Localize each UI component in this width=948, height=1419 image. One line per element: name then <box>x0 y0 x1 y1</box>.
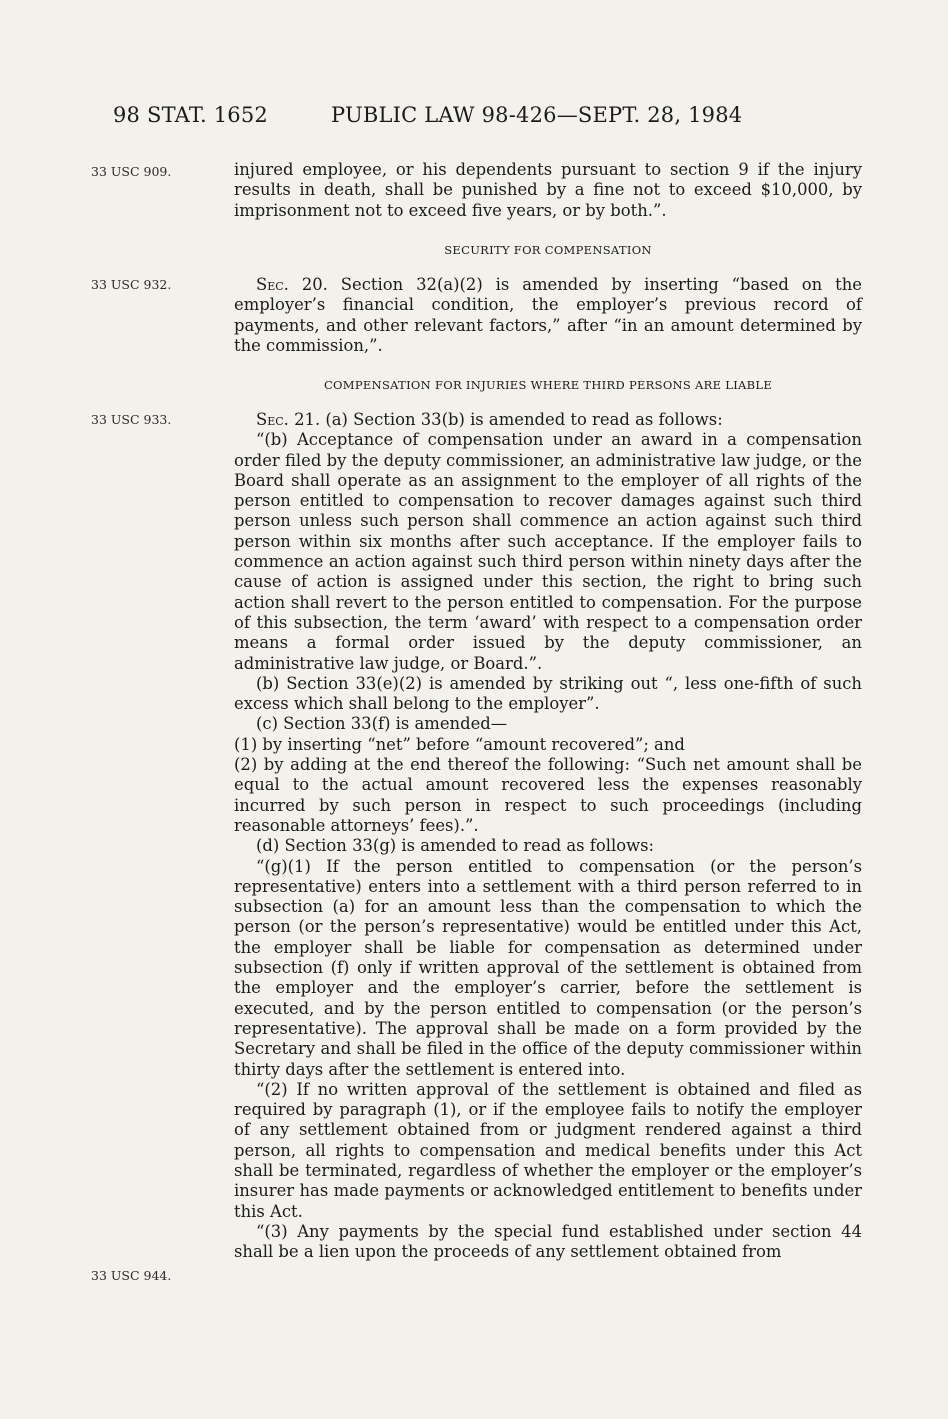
amendment-33-f-2: (2) by adding at the end thereof the following: “Such net amount shall be equal to the actual amount recovered less the expenses reasonably incurred by such person in respect to such proceedings (including reasonable attorneys’ fees).”. <box>234 755 862 835</box>
subsection-g-2: “(2) If no written approval of the settlement is obtained and filed as required by paragraph (1), or if the employee fails to notify the employer of any settlement obtained from or judgment rendered against a third person, all rights to compensation and medical benefits under this Act shall be terminated, regardless of whether the employer or the employer’s insurer has made payments or acknowledged entitlement to benefits under this Act. <box>234 1079 862 1221</box>
section-body: 20. Section 32(a)(2) is amended by inserting “based on the employer’s financial condition, the employer’s previous record of payments, and other relevant factors,” after “in an amount determined by the commission,”. <box>234 275 862 355</box>
paragraph-fine-clause <box>234 160 862 221</box>
subsection-b-text: “(b) Acceptance of compensation under an award in a compensation order filed by the deputy commissioner, an administrative law judge, or the Board shall operate as an assignment to the employer of all rights of the person entitled to compensation to recover damages against such third person unless such person shall commence an action against such third person within six months after such acceptance. If the employer fails to commence an action against such third person within ninety days after the cause of action is assigned under this section, the right to bring such action shall revert to the person entitled to compensation. For the purpose of this subsection, the term ‘award’ with respect to a compensation order means a formal order issued by the deputy commissioner, an administrative law judge, or Board.”. <box>234 430 862 673</box>
subsection-g-1: “(g)(1) If the person entitled to compensation (or the person’s representative) enters into a settlement with a third person referred to in subsection (a) for an amount less than the compensation to which the person (or the person’s representative) would be entitled under this Act, the employer shall be liable for compensation as determined under subsection (f) only if written approval of the settlement is obtained from the employer and the employer’s carrier, before the settlement is executed, and by the person entitled to compensation (or the person’s representative). The approval shall be made on a form provided by the Secretary and shall be filed in the office of the deputy commissioner within thirty days after the settlement is entered into. <box>234 856 862 1079</box>
heading-security-for-compensation: SECURITY FOR COMPENSATION <box>444 243 652 257</box>
section-label: Sec. <box>256 410 289 429</box>
section-20 <box>234 275 862 356</box>
amendment-33-g: (d) Section 33(g) is amended to read as follows: <box>256 836 655 856</box>
margin-note-usc-944: 33 USC 944. <box>91 1268 172 1283</box>
subsection-g-3: “(3) Any payments by the special fund established under section 44 shall be a lien upon the proceeds of any settlement obtained from <box>234 1221 862 1262</box>
margin-note-usc-933: 33 USC 933. <box>91 412 172 427</box>
section-20-text <box>234 275 862 356</box>
margin-note-usc-932: 33 USC 932. <box>91 277 172 292</box>
statute-citation: 98 STAT. 1652 <box>113 103 268 127</box>
section-21 <box>234 410 862 1262</box>
amendment-33-f-1: (1) by inserting “net” before “amount recovered”; and <box>234 734 685 754</box>
paragraph-text: injured employee, or his dependents pursuant to section 9 if the injury results in death, shall be punished by a fine not to exceed $10,000, by imprisonment not to exceed five years, or by both.”. <box>234 160 862 220</box>
section-21-intro <box>234 410 862 430</box>
amendment-33-e-2: (b) Section 33(e)(2) is amended by striking out “, less one-fifth of such excess which shall belong to the employer”. <box>234 673 862 714</box>
public-law-title: PUBLIC LAW 98-426—SEPT. 28, 1984 <box>331 103 743 127</box>
section-body: 21. (a) Section 33(b) is amended to read as follows: <box>288 410 723 429</box>
amendment-33-f: (c) Section 33(f) is amended— <box>256 714 508 734</box>
heading-third-persons-liable: COMPENSATION FOR INJURIES WHERE THIRD PERSONS ARE LIABLE <box>323 378 773 392</box>
margin-note-usc-909: 33 USC 909. <box>91 164 172 179</box>
section-label: Sec. <box>256 275 289 294</box>
